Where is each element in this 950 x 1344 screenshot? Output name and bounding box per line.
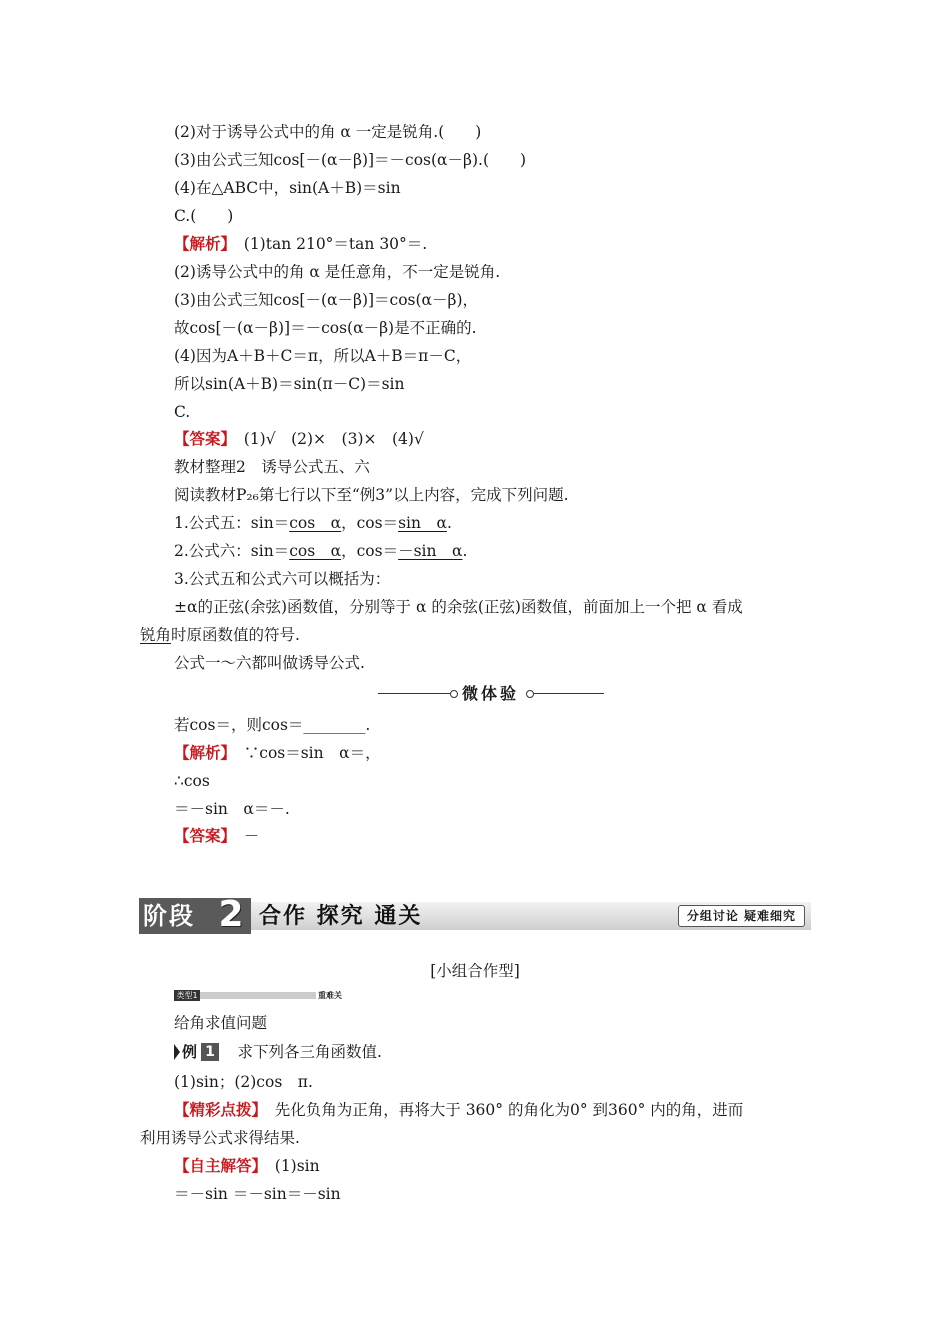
solve-line1 — [174, 1155, 320, 1177]
section-intro: 阅读教材P₂₆第七行以下至“例3”以上内容，完成下列问题. — [174, 486, 569, 504]
answer-tag: 【答案】 — [174, 429, 229, 448]
micro-analysis-tag: 【解析】 — [174, 743, 229, 762]
analysis-tag: 【解析】 — [174, 234, 229, 253]
type-tag: 类型1 — [174, 990, 200, 1001]
stage-word: 阶段 — [143, 902, 195, 930]
analysis-line5: (4)因为A＋B＋C＝π，所以A＋B＝π－C， — [174, 347, 472, 365]
stage-banner — [139, 894, 811, 935]
divider-label: 微体验 — [462, 684, 520, 703]
summary-line2-text: 时原函数值的符号. — [171, 626, 300, 644]
micro-question: 若cos＝，则cos＝________. — [174, 716, 371, 734]
micro-experience-divider — [378, 682, 604, 706]
formula-five — [174, 512, 452, 534]
example-text: 求下列各三角函数值. — [222, 1043, 382, 1061]
hint-line1 — [174, 1099, 743, 1121]
micro-answer-text: － — [228, 827, 260, 845]
formula-six-prefix: 2.公式六：sin＝ — [174, 542, 290, 560]
analysis-text-1: (1)tan 210°＝tan 30°＝. — [228, 235, 428, 253]
answer-text: (1)√ (2)× (3)× (4)√ — [228, 430, 424, 448]
divider-line-left — [378, 693, 450, 694]
hint-tag: 【精彩点拨】 — [174, 1100, 260, 1119]
formula-five-mid: ，cos＝ — [341, 514, 399, 532]
micro-answer-line — [174, 825, 259, 847]
section-heading: 教材整理2 诱导公式五、六 — [174, 458, 370, 476]
micro-analysis-text: ∵cos＝sin α＝， — [228, 744, 381, 762]
example-word: 例 — [182, 1043, 198, 1061]
micro-analysis-line2: ∴cos — [174, 772, 210, 790]
micro-analysis-line3: ＝－sin α＝－. — [174, 800, 290, 818]
micro-answer-tag: 【答案】 — [174, 826, 229, 845]
type-bar-fill — [200, 992, 316, 999]
hint-text: 先化负角为正角，再将大于 360° 的角化为0° 到360° 内的角，进而 — [259, 1101, 744, 1119]
formula-five-end: . — [446, 514, 452, 532]
question-4-line2: C.( ) — [174, 207, 234, 225]
example-arrow-icon — [174, 1044, 180, 1060]
summary-heading: 3.公式五和公式六可以概括为： — [174, 570, 391, 588]
solve-tag: 【自主解答】 — [174, 1156, 260, 1175]
group-label: [小组合作型] — [430, 962, 520, 980]
answer-line — [174, 428, 424, 450]
formula-five-prefix: 1.公式五：sin＝ — [174, 514, 290, 532]
analysis-line6: 所以sin(A＋B)＝sin(π－C)＝sin — [174, 375, 405, 393]
stage-number: 2 — [218, 894, 244, 935]
formula-six-end: . — [462, 542, 468, 560]
formula-six-mid: ，cos＝ — [341, 542, 399, 560]
formula-five-blank-1: cos α — [289, 514, 342, 532]
summary-line2 — [140, 624, 300, 646]
solve-line2: ＝－sin ＝－sin＝－sin — [174, 1185, 341, 1203]
question-2: (2)对于诱导公式中的角 α 一定是锐角.( ) — [174, 123, 482, 141]
type-bar — [174, 990, 342, 1001]
formula-six-blank-2: －sin α — [398, 542, 463, 560]
example-parts: (1)sin；(2)cos π. — [174, 1073, 313, 1091]
question-4-line1: (4)在△ABC中，sin(A＋B)＝sin — [174, 179, 401, 197]
stage-badge: 分组讨论 疑难细究 — [678, 905, 805, 927]
stage-title: 合作 探究 通关 — [259, 903, 423, 929]
hint-line2: 利用诱导公式求得结果. — [140, 1129, 300, 1147]
type-bar-label: 重难关 — [318, 990, 342, 1000]
analysis-line1 — [174, 233, 427, 255]
analysis-line2: (2)诱导公式中的角 α 是任意角，不一定是锐角. — [174, 263, 501, 281]
solve-text: (1)sin — [259, 1157, 320, 1175]
formula-six — [174, 540, 467, 562]
divider-line-right — [534, 693, 604, 694]
analysis-line3: (3)由公式三知cos[－(α－β)]＝cos(α－β)， — [174, 291, 479, 309]
formula-five-blank-2: sin α — [398, 514, 447, 532]
summary-blank: 锐角 — [140, 626, 172, 644]
formula-six-blank-1: cos α — [289, 542, 342, 560]
example-number: 1 — [201, 1043, 219, 1061]
formula-note: 公式一～六都叫做诱导公式. — [174, 654, 365, 672]
question-3: (3)由公式三知cos[－(α－β)]＝－cos(α－β).( ) — [174, 151, 527, 169]
topic-title: 给角求值问题 — [174, 1014, 268, 1032]
analysis-line4: 故cos[－(α－β)]＝－cos(α－β)是不正确的. — [174, 319, 477, 337]
micro-analysis-line1 — [174, 742, 381, 764]
divider-dot-right — [526, 690, 534, 698]
summary-line1: ±α的正弦(余弦)函数值，分别等于 α 的余弦(正弦)函数值，前面加上一个把 α 看成 — [174, 598, 743, 616]
divider-dot-left — [450, 690, 458, 698]
example-badge — [174, 1043, 220, 1061]
analysis-line7: C. — [174, 403, 191, 421]
